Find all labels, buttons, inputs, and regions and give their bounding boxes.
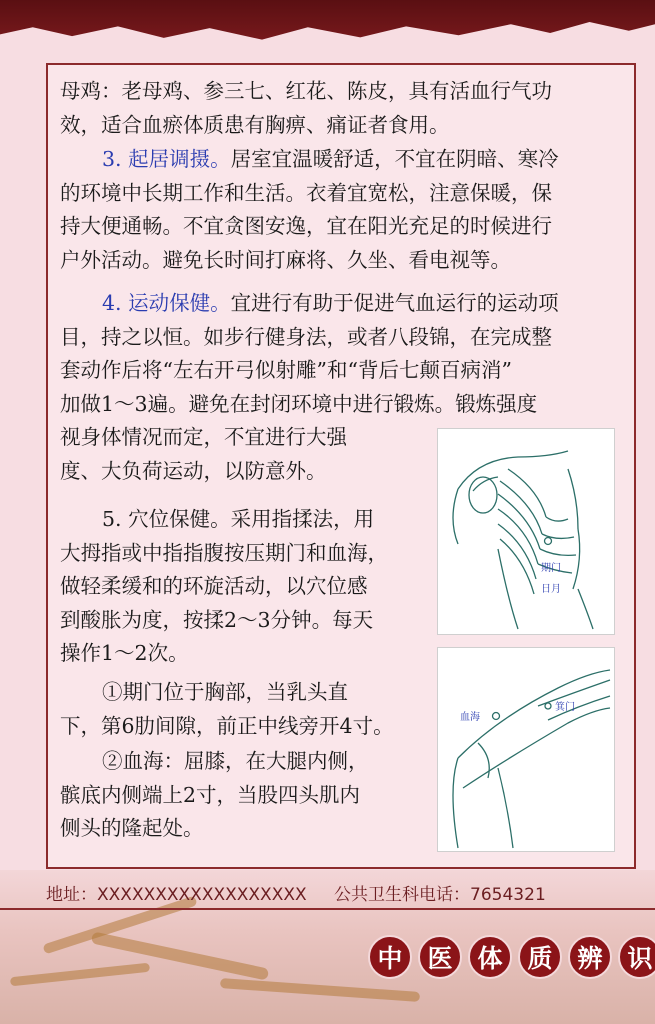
text-line: 做轻柔缓和的环旋活动，以穴位感: [60, 574, 368, 598]
text-line: 到酸胀为度，按揉2～3分钟。每天: [60, 607, 374, 632]
phone-text: 公共卫生科电话：7654321: [334, 885, 546, 905]
knee-illustration: [438, 648, 614, 851]
xuehai-label: 血海: [460, 712, 480, 723]
banner-char: 体: [468, 935, 512, 979]
section-3-first-line: [60, 143, 625, 177]
text-line: 套动作后将“左右开弓似射雕”和“背后七颠百病消”: [60, 358, 512, 382]
section-4-first-text: 宜进行有助于促进气血运行的运动项: [230, 291, 559, 315]
section-3-first-text: 居室宜温暖舒适，不宜在阴暗、寒冷: [230, 147, 559, 171]
chest-acupoint-figure: [437, 428, 615, 635]
text-line: 的环境中长期工作和生活。衣着宜宽松，注意保暖，保: [60, 180, 552, 205]
riyue-label: 日月: [541, 584, 561, 595]
text-line: 侧头的隆起处。: [60, 816, 204, 840]
herb-decoration: [10, 963, 150, 987]
text-line: 5. 穴位保健。采用指揉法，用: [102, 507, 375, 531]
text-line: 效，适合血瘀体质患有胸痹、痛证者食用。: [60, 112, 450, 137]
banner-char: 辨: [568, 935, 612, 979]
text-line: 下，第6肋间隙，前正中线旁开4寸。: [60, 713, 394, 738]
top-torn-band: [0, 0, 655, 44]
text-line: 母鸡：老母鸡、参三七、红花、陈皮，具有活血行气功: [60, 79, 552, 103]
knee-acupoint-figure: [437, 647, 615, 852]
banner-char: 识: [618, 935, 655, 979]
qimen-label: 期门: [541, 563, 561, 574]
text-line: ①期门位于胸部，当乳头直: [102, 680, 348, 704]
text-line: 操作1～2次。: [60, 641, 189, 665]
text-line: 髌底内侧端上2寸，当股四头肌内: [60, 782, 361, 807]
jimen-label: 箕门: [555, 702, 575, 713]
address-text: 地址：XXXXXXXXXXXXXXXXXX: [46, 885, 307, 905]
banner-char: 医: [418, 935, 462, 979]
text-line: ②血海：屈膝，在大腿内侧，: [102, 749, 369, 773]
section-5: [60, 503, 420, 671]
text-line: 持大便通畅。不宜贪图安逸，宜在阳光充足的时候进行: [60, 214, 552, 238]
ribcage-illustration: [438, 429, 614, 634]
section-3-heading: 3. 起居调摄。: [102, 147, 231, 171]
text-line: 目，持之以恒。如步行健身法，或者八段锦，在完成整: [60, 324, 552, 349]
text-line: 加做1～3遍。避免在封闭环境中进行锻炼。锻炼强度: [60, 391, 538, 416]
text-line: 大拇指或中指指腹按压期门和血海，: [60, 540, 388, 565]
section-4-heading: 4. 运动保健。: [102, 291, 231, 315]
point-xuehai: [60, 745, 420, 846]
body-text-top: [60, 75, 625, 142]
footer-divider: [0, 908, 655, 910]
banner-char: 中: [368, 935, 412, 979]
contact-line: [46, 880, 636, 905]
point-qimen: [60, 676, 420, 743]
text-line: 度、大负荷运动，以防意外。: [60, 458, 327, 483]
text-line: 视身体情况而定，不宜进行大强: [60, 425, 347, 449]
section-4-first-line: [60, 287, 625, 321]
banner-title: [368, 935, 655, 983]
banner-char: 质: [518, 935, 562, 979]
section-3: [60, 143, 625, 277]
text-line: 户外活动。避免长时间打麻将、久坐、看电视等。: [60, 247, 511, 272]
